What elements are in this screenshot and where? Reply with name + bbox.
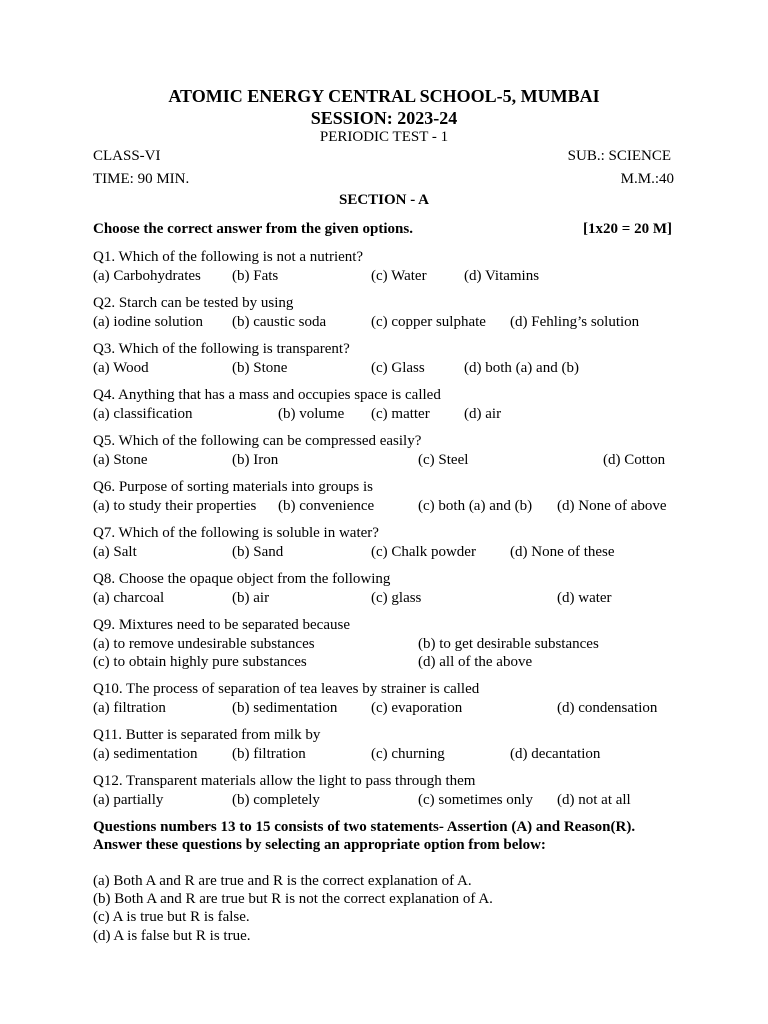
section-title: SECTION - A: [338, 192, 430, 208]
assertion-instruction-line-1: Questions numbers 13 to 15 consists of two statements- Assertion (A) and Reason(R).: [93, 819, 636, 835]
answer-option: (a) classification: [93, 406, 193, 422]
school-name: ATOMIC ENERGY CENTRAL SCHOOL-5, MUMBAI: [168, 86, 600, 106]
max-marks-label: M.M.:40: [620, 171, 674, 187]
answer-option: (c) Water: [371, 268, 427, 284]
answer-option: (b) sedimentation: [232, 700, 338, 716]
question-text: Q9. Mixtures need to be separated because: [93, 617, 350, 633]
answer-option: (a) Stone: [93, 452, 148, 468]
question-text: Q5. Which of the following can be compressed easily?: [93, 433, 422, 449]
answer-option: (c) churning: [371, 746, 445, 762]
answer-option: (d) Fehling’s solution: [510, 314, 640, 330]
answer-option: (d) all of the above: [418, 654, 533, 670]
assertion-instruction-line-2: Answer these questions by selecting an appropriate option from below:: [93, 837, 546, 853]
answer-option: (c) matter: [371, 406, 430, 422]
question-text: Q10. The process of separation of tea leaves by strainer is called: [93, 681, 480, 697]
answer-option: (a) sedimentation: [93, 746, 198, 762]
answer-option: (d) None of above: [557, 498, 667, 514]
answer-option: (a) iodine solution: [93, 314, 203, 330]
instruction-text: Choose the correct answer from the given options.: [93, 221, 413, 237]
question-text: Q11. Butter is separated from milk by: [93, 727, 321, 743]
answer-option: (b) to get desirable substances: [418, 636, 599, 652]
answer-option: (d) None of these: [510, 544, 615, 560]
answer-option: (d) decantation: [510, 746, 601, 762]
class-label: CLASS-VI: [93, 148, 161, 164]
test-name: PERIODIC TEST - 1: [319, 129, 449, 145]
answer-option: (c) Steel: [418, 452, 469, 468]
answer-option: (a) Carbohydrates: [93, 268, 201, 284]
answer-option: (c) glass: [371, 590, 422, 606]
answer-option: (a) to study their properties: [93, 498, 257, 514]
answer-option: (d) both (a) and (b): [464, 360, 579, 376]
answer-option: (b) Fats: [232, 268, 279, 284]
instruction-marks: [1x20 = 20 M]: [583, 221, 672, 237]
answer-option: (d) air: [464, 406, 502, 422]
assertion-option: (a) Both A and R are true and R is the correct explanation of A.: [93, 873, 472, 889]
answer-option: (a) filtration: [93, 700, 166, 716]
question-text: Q7. Which of the following is soluble in water?: [93, 525, 379, 541]
question-text: Q3. Which of the following is transparent?: [93, 341, 350, 357]
answer-option: (d) Cotton: [603, 452, 666, 468]
answer-option: (c) copper sulphate: [371, 314, 486, 330]
answer-option: (b) volume: [278, 406, 345, 422]
answer-option: (b) completely: [232, 792, 320, 808]
answer-option: (a) charcoal: [93, 590, 165, 606]
answer-option: (b) air: [232, 590, 270, 606]
assertion-option: (b) Both A and R are true but R is not the correct explanation of A.: [93, 891, 493, 907]
question-text: Q2. Starch can be tested by using: [93, 295, 294, 311]
answer-option: (b) caustic soda: [232, 314, 327, 330]
answer-option: (a) Salt: [93, 544, 137, 560]
question-text: Q6. Purpose of sorting materials into groups is: [93, 479, 373, 495]
answer-option: (a) partially: [93, 792, 164, 808]
answer-option: (c) Glass: [371, 360, 425, 376]
answer-option: (d) not at all: [557, 792, 631, 808]
answer-option: (d) water: [557, 590, 612, 606]
answer-option: (c) sometimes only: [418, 792, 533, 808]
answer-option: (a) Wood: [93, 360, 149, 376]
answer-option: (c) both (a) and (b): [418, 498, 533, 514]
answer-option: (b) Stone: [232, 360, 288, 376]
answer-option: (d) condensation: [557, 700, 658, 716]
assertion-option: (d) A is false but R is true.: [93, 928, 251, 944]
answer-option: (a) to remove undesirable substances: [93, 636, 315, 652]
answer-option: (b) Iron: [232, 452, 279, 468]
answer-option: (c) evaporation: [371, 700, 463, 716]
subject-label: SUB.: SCIENCE: [567, 148, 671, 164]
time-label: TIME: 90 MIN.: [93, 171, 190, 187]
question-text: Q4. Anything that has a mass and occupies space is called: [93, 387, 441, 403]
assertion-option: (c) A is true but R is false.: [93, 909, 250, 925]
answer-option: (b) filtration: [232, 746, 306, 762]
question-text: Q8. Choose the opaque object from the following: [93, 571, 391, 587]
answer-option: (c) to obtain highly pure substances: [93, 654, 307, 670]
answer-option: (c) Chalk powder: [371, 544, 476, 560]
answer-option: (d) Vitamins: [464, 268, 540, 284]
question-text: Q1. Which of the following is not a nutrient?: [93, 249, 364, 265]
answer-option: (b) convenience: [278, 498, 375, 514]
question-text: Q12. Transparent materials allow the light to pass through them: [93, 773, 476, 789]
session: SESSION: 2023-24: [310, 108, 458, 128]
answer-option: (b) Sand: [232, 544, 284, 560]
